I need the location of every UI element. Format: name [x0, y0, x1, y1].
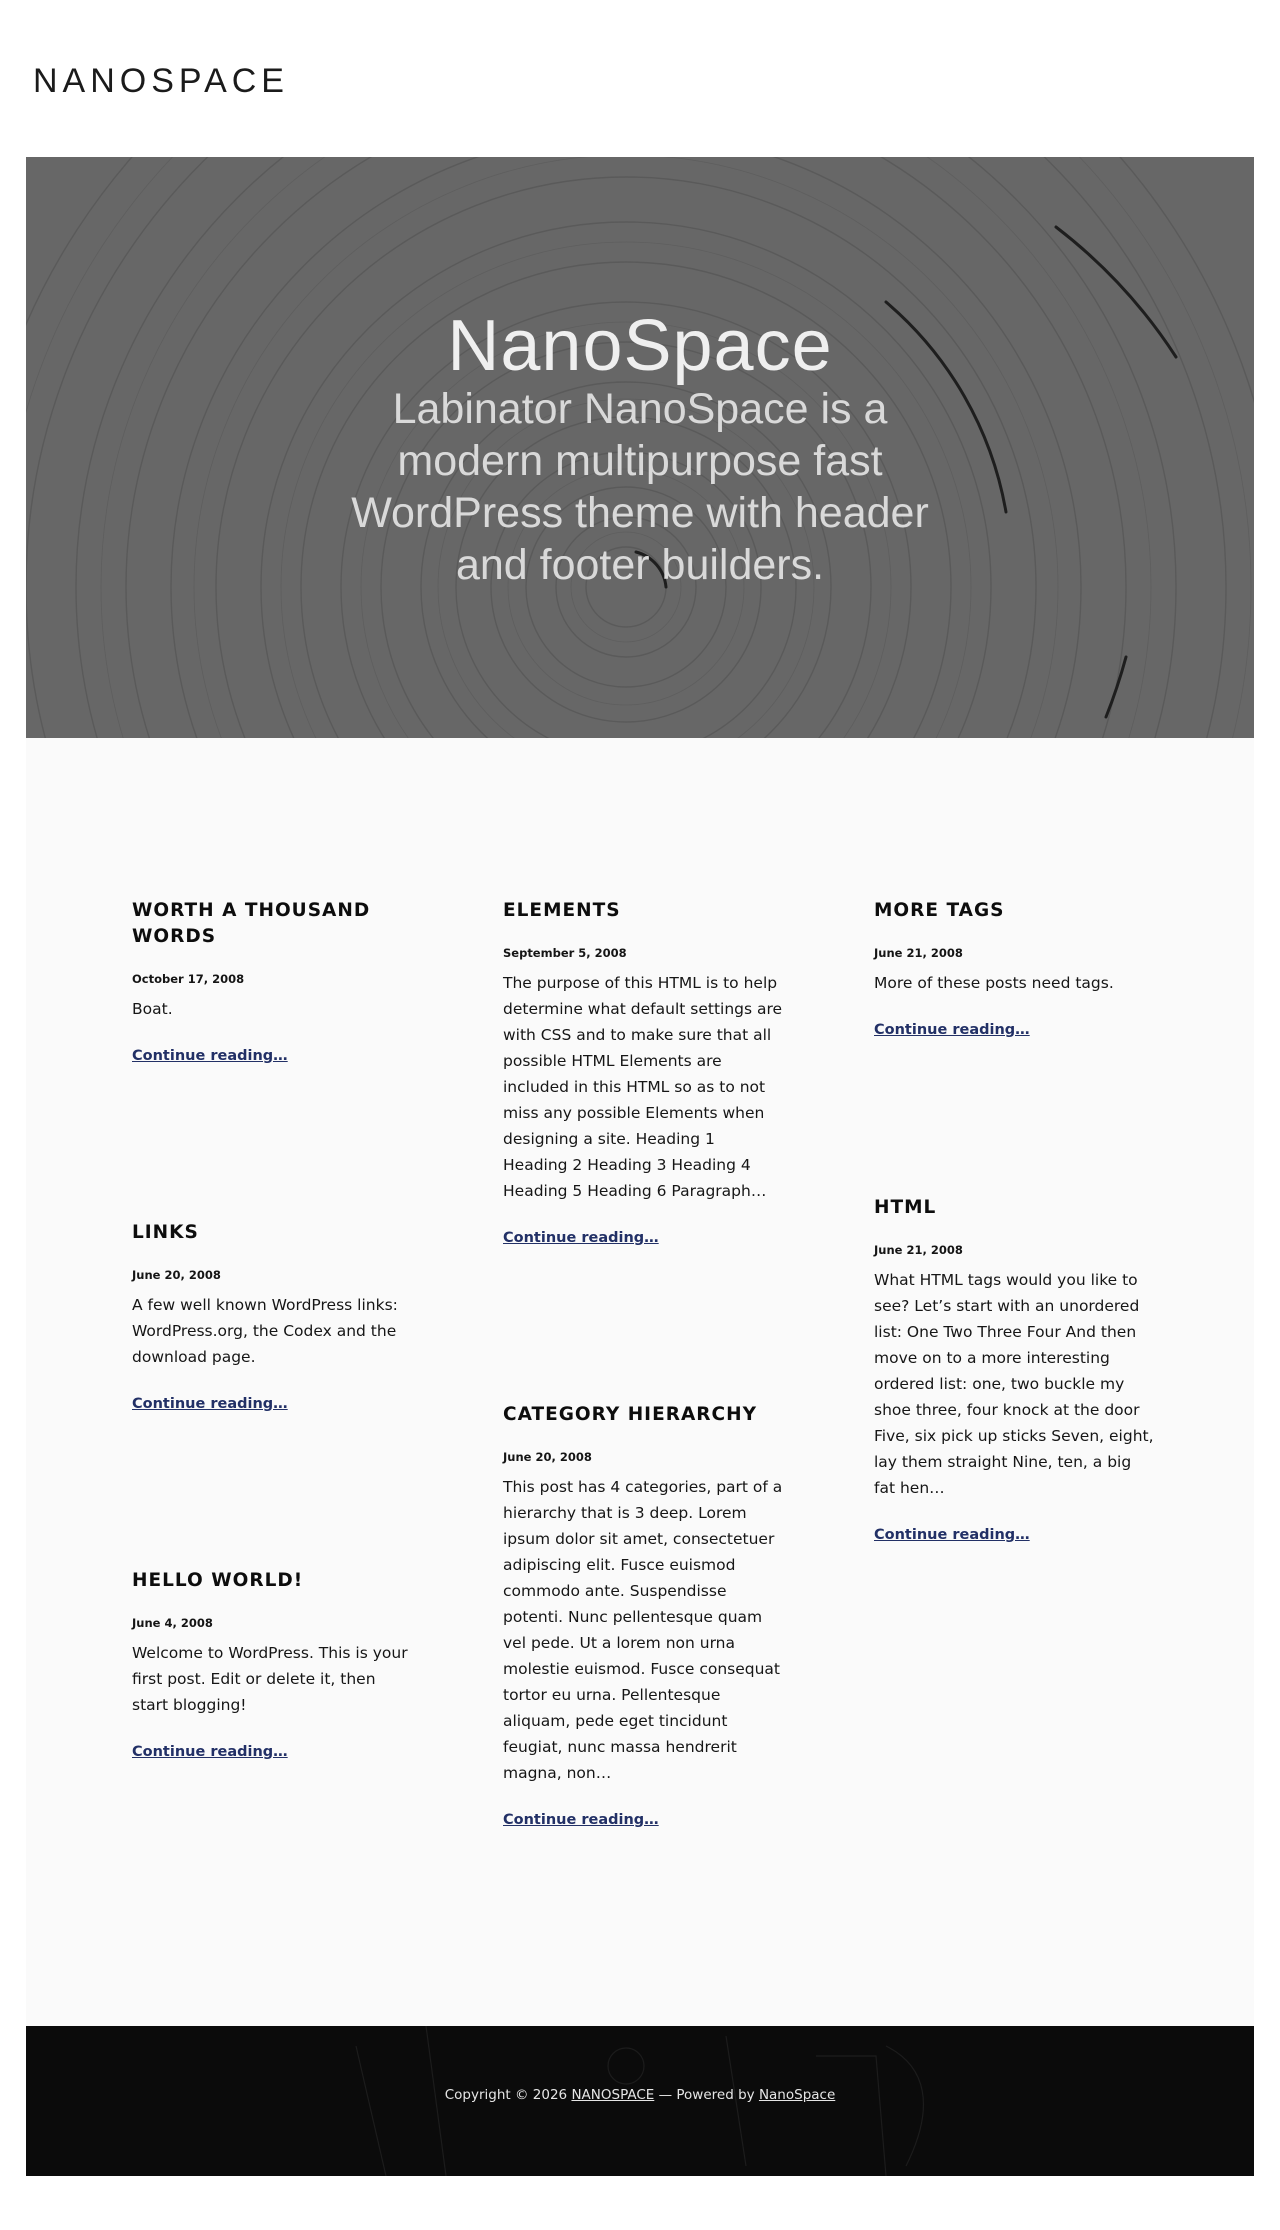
post-excerpt: What HTML tags would you like to see? Let’s start with an unordered list: One Two Three Four And then move on to a more interesting ordered list: one, two buckle my shoe three, four knock at the door Five, six pick up sticks Seven, eight, lay them straight Nine, ten, a big fat hen…: [874, 1271, 1154, 1497]
post-card: [503, 898, 783, 1246]
continue-reading-link[interactable]: Continue reading…: [132, 1048, 288, 1064]
continue-reading-link[interactable]: Continue reading…: [503, 1812, 659, 1828]
post-title[interactable]: HTML: [874, 1197, 937, 1218]
post-card: [132, 898, 412, 1064]
hero-banner: [26, 157, 1254, 738]
post-card: [503, 1402, 783, 1828]
post-card: [132, 1220, 412, 1412]
post-date[interactable]: June 21, 2008: [874, 946, 963, 960]
footer-copyright: Copyright © 2026: [444, 2087, 568, 2103]
post-excerpt: A few well known WordPress links: WordPress.org, the Codex and the download page.: [132, 1296, 398, 1366]
post-title[interactable]: HELLO WORLD!: [132, 1570, 304, 1591]
continue-reading-link[interactable]: Continue reading…: [132, 1396, 288, 1412]
post-title[interactable]: LINKS: [132, 1222, 199, 1243]
continue-reading-link[interactable]: Continue reading…: [132, 1744, 288, 1760]
posts-grid: [26, 738, 1254, 2026]
post-date[interactable]: June 20, 2008: [503, 1450, 592, 1464]
post-date[interactable]: June 21, 2008: [874, 1243, 963, 1257]
hero-tagline: Labinator NanoSpace is a modern multipurpose fast WordPress theme with header and footer builders.: [351, 385, 929, 589]
continue-reading-link[interactable]: Continue reading…: [874, 1022, 1030, 1038]
post-excerpt: The purpose of this HTML is to help determine what default settings are with CSS and to make sure that all possible HTML Elements are included in this HTML so as to not miss any possible Elements when designing a site. Heading 1 Heading 2 Heading 3 Heading 4 Heading 5 Heading 6 Paragraph…: [503, 974, 783, 1200]
post-date[interactable]: June 20, 2008: [132, 1268, 221, 1282]
post-title[interactable]: WORTH A THOUSAND WORDS: [132, 900, 371, 947]
footer-separator: — Powered by: [658, 2087, 755, 2103]
post-title[interactable]: ELEMENTS: [503, 900, 621, 921]
post-excerpt: Boat.: [132, 1000, 173, 1018]
site-title-link[interactable]: NANOSPACE: [33, 62, 289, 100]
post-title[interactable]: MORE TAGS: [874, 900, 1005, 921]
post-card: [874, 1195, 1154, 1543]
site-footer: [26, 2026, 1254, 2176]
footer-theme-link[interactable]: NanoSpace: [758, 2087, 836, 2103]
footer-site-link[interactable]: NANOSPACE: [571, 2087, 655, 2103]
footer-credits: [26, 2087, 1254, 2103]
post-date[interactable]: June 4, 2008: [132, 1616, 213, 1630]
continue-reading-link[interactable]: Continue reading…: [874, 1527, 1030, 1543]
post-card: [874, 898, 1154, 1038]
continue-reading-link[interactable]: Continue reading…: [503, 1230, 659, 1246]
post-date[interactable]: September 5, 2008: [503, 946, 627, 960]
post-excerpt: More of these posts need tags.: [874, 974, 1114, 992]
post-excerpt: Welcome to WordPress. This is your first post. Edit or delete it, then start blogging!: [132, 1644, 408, 1714]
hero-title: NanoSpace: [447, 306, 833, 386]
post-title[interactable]: CATEGORY HIERARCHY: [503, 1404, 757, 1425]
post-date[interactable]: October 17, 2008: [132, 972, 245, 986]
site-header: [0, 0, 1280, 157]
post-excerpt: This post has 4 categories, part of a hierarchy that is 3 deep. Lorem ipsum dolor sit amet, consectetuer adipiscing elit. Fusce euismod commodo ante. Suspendisse potenti. Nunc pellentesque quam vel pede. Ut a lorem non urna molestie euismod. Fusce consequat tortor eu urna. Pellentesque aliquam, pede eget tincidunt feugiat, nunc massa hendrerit magna, non…: [503, 1478, 783, 1782]
post-card: [132, 1568, 412, 1760]
